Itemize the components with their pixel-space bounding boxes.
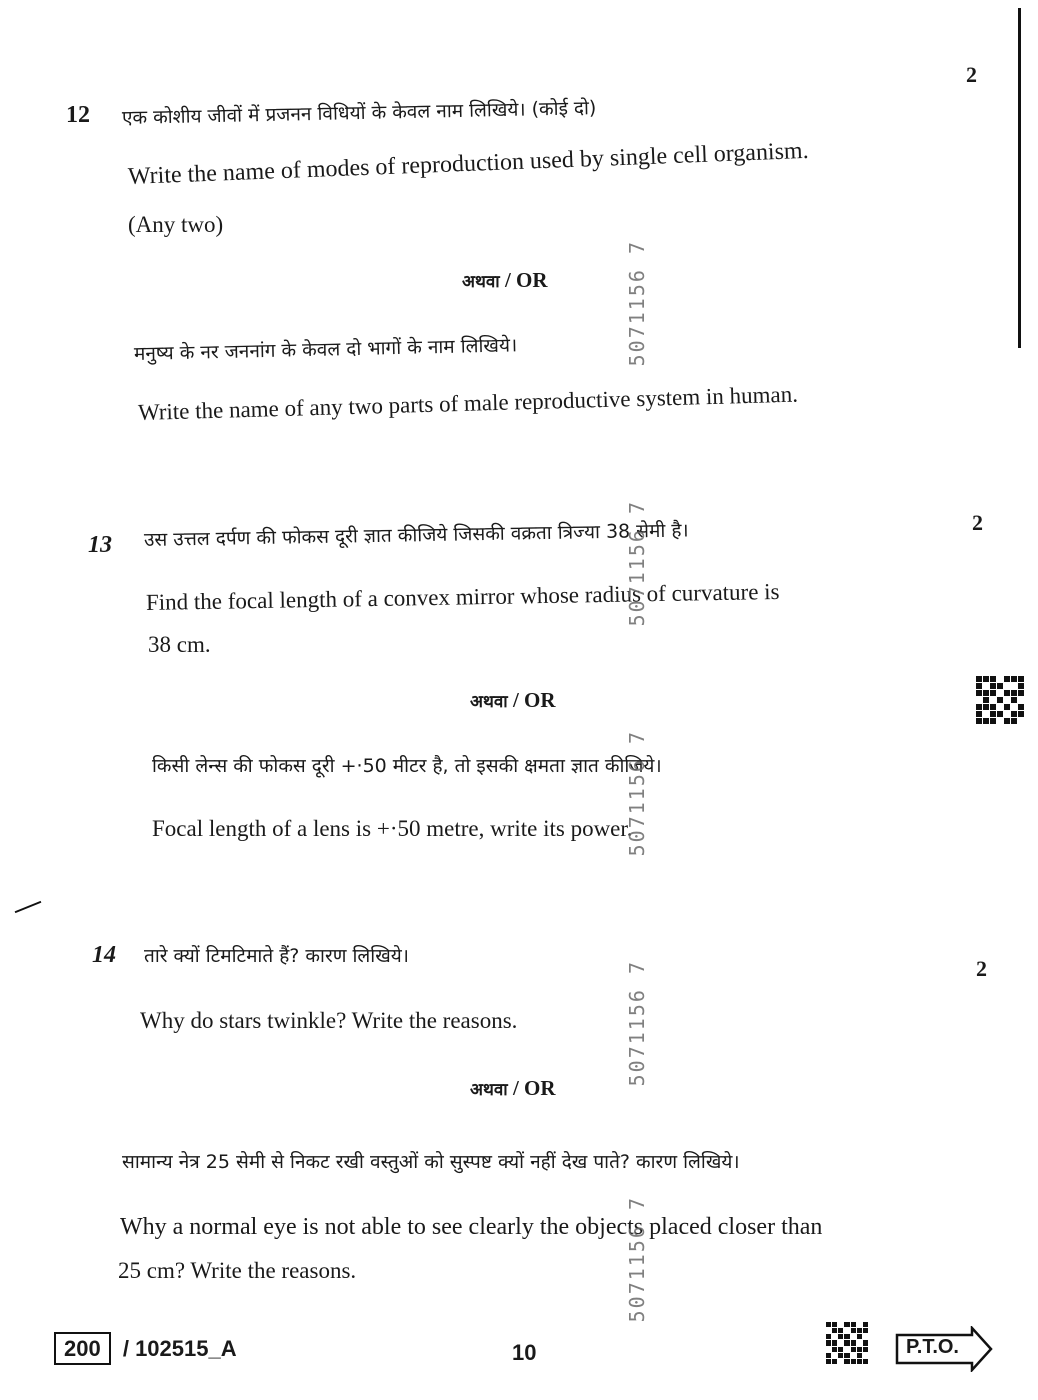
question-12-alt-english: Write the name of any two parts of male reproductive system in human.	[137, 381, 799, 425]
question-13-english-line2: 38 cm.	[148, 632, 211, 657]
or-separator-14	[470, 1076, 556, 1101]
footer-qr-code	[826, 1322, 868, 1364]
question-13-english-line1: Find the focal length of a convex mirror whose radius of curvature is	[145, 578, 780, 615]
question-14-alt-hindi: सामान्य नेत्र 25 सेमी से निकट रखी वस्तुओं को सुस्पष्ट क्यों नहीं देख पाते? कारण लिखिये।	[122, 1151, 740, 1173]
footer-code	[54, 1336, 237, 1362]
paper-code-box: 200	[54, 1332, 111, 1365]
watermark-top: 5071156 7	[625, 240, 649, 367]
question-number-12: 12	[66, 102, 90, 128]
qr-code	[976, 676, 1024, 724]
watermark-upper: 5071156 7	[625, 500, 649, 627]
set-code: / 102515_A	[122, 1336, 237, 1361]
question-14-alt-english-line1: Why a normal eye is not able to see clearly the objects placed closer than	[120, 1214, 823, 1240]
or-separator-13	[470, 688, 556, 713]
marks-13: 2	[972, 510, 983, 535]
or-label-hindi: अथवा	[462, 272, 500, 292]
marks-top: 2	[966, 62, 977, 87]
question-13-hindi: उस उत्तल दर्पण की फोकस दूरी ज्ञात कीजिये जिसकी वक्रता त्रिज्या 38 सेमी है।	[143, 519, 689, 551]
page-number: 10	[512, 1340, 537, 1365]
question-12-hindi: एक कोशीय जीवों में प्रजनन विधियों के केवल नाम लिखिये। (कोई दो)	[121, 97, 597, 129]
question-14-english: Why do stars twinkle? Write the reasons.	[140, 1008, 518, 1033]
question-13-alt-hindi: किसी लेन्स की फोकस दूरी +·50 मीटर है, तो इसकी क्षमता ज्ञात कीजिये।	[152, 755, 662, 777]
question-number-13: 13	[88, 532, 112, 558]
pto-label: P.T.O.	[906, 1336, 959, 1358]
or-label-hindi: अथवा	[470, 1080, 508, 1100]
watermark-middle: 5071156 7	[625, 730, 649, 857]
page-edge-line	[1018, 8, 1021, 348]
marks-14: 2	[976, 956, 987, 981]
question-12-english-line2: (Any two)	[128, 212, 224, 237]
question-14-alt-english-line2: 25 cm? Write the reasons.	[118, 1258, 357, 1283]
or-label-english: / OR	[504, 268, 548, 292]
watermark-lower: 5071156 7	[625, 960, 649, 1087]
question-12-alt-hindi: मनुष्य के नर जननांग के केवल दो भागों के नाम लिखिये।	[133, 334, 518, 365]
question-14-hindi: तारे क्यों टिमटिमाते हैं? कारण लिखिये।	[144, 945, 409, 967]
question-number-14: 14	[92, 942, 116, 968]
watermark-bottom: 5071156 7	[625, 1196, 649, 1323]
pen-mark	[15, 901, 42, 913]
pto-indicator	[894, 1326, 994, 1372]
question-12-english-line1: Write the name of modes of reproduction used by single cell organism.	[127, 137, 810, 190]
or-label-hindi: अथवा	[470, 692, 508, 712]
or-label-english: / OR	[512, 688, 556, 712]
or-label-english: / OR	[512, 1076, 556, 1100]
question-13-alt-english: Focal length of a lens is +·50 metre, write its power.	[152, 816, 633, 841]
or-separator-12	[462, 268, 548, 293]
